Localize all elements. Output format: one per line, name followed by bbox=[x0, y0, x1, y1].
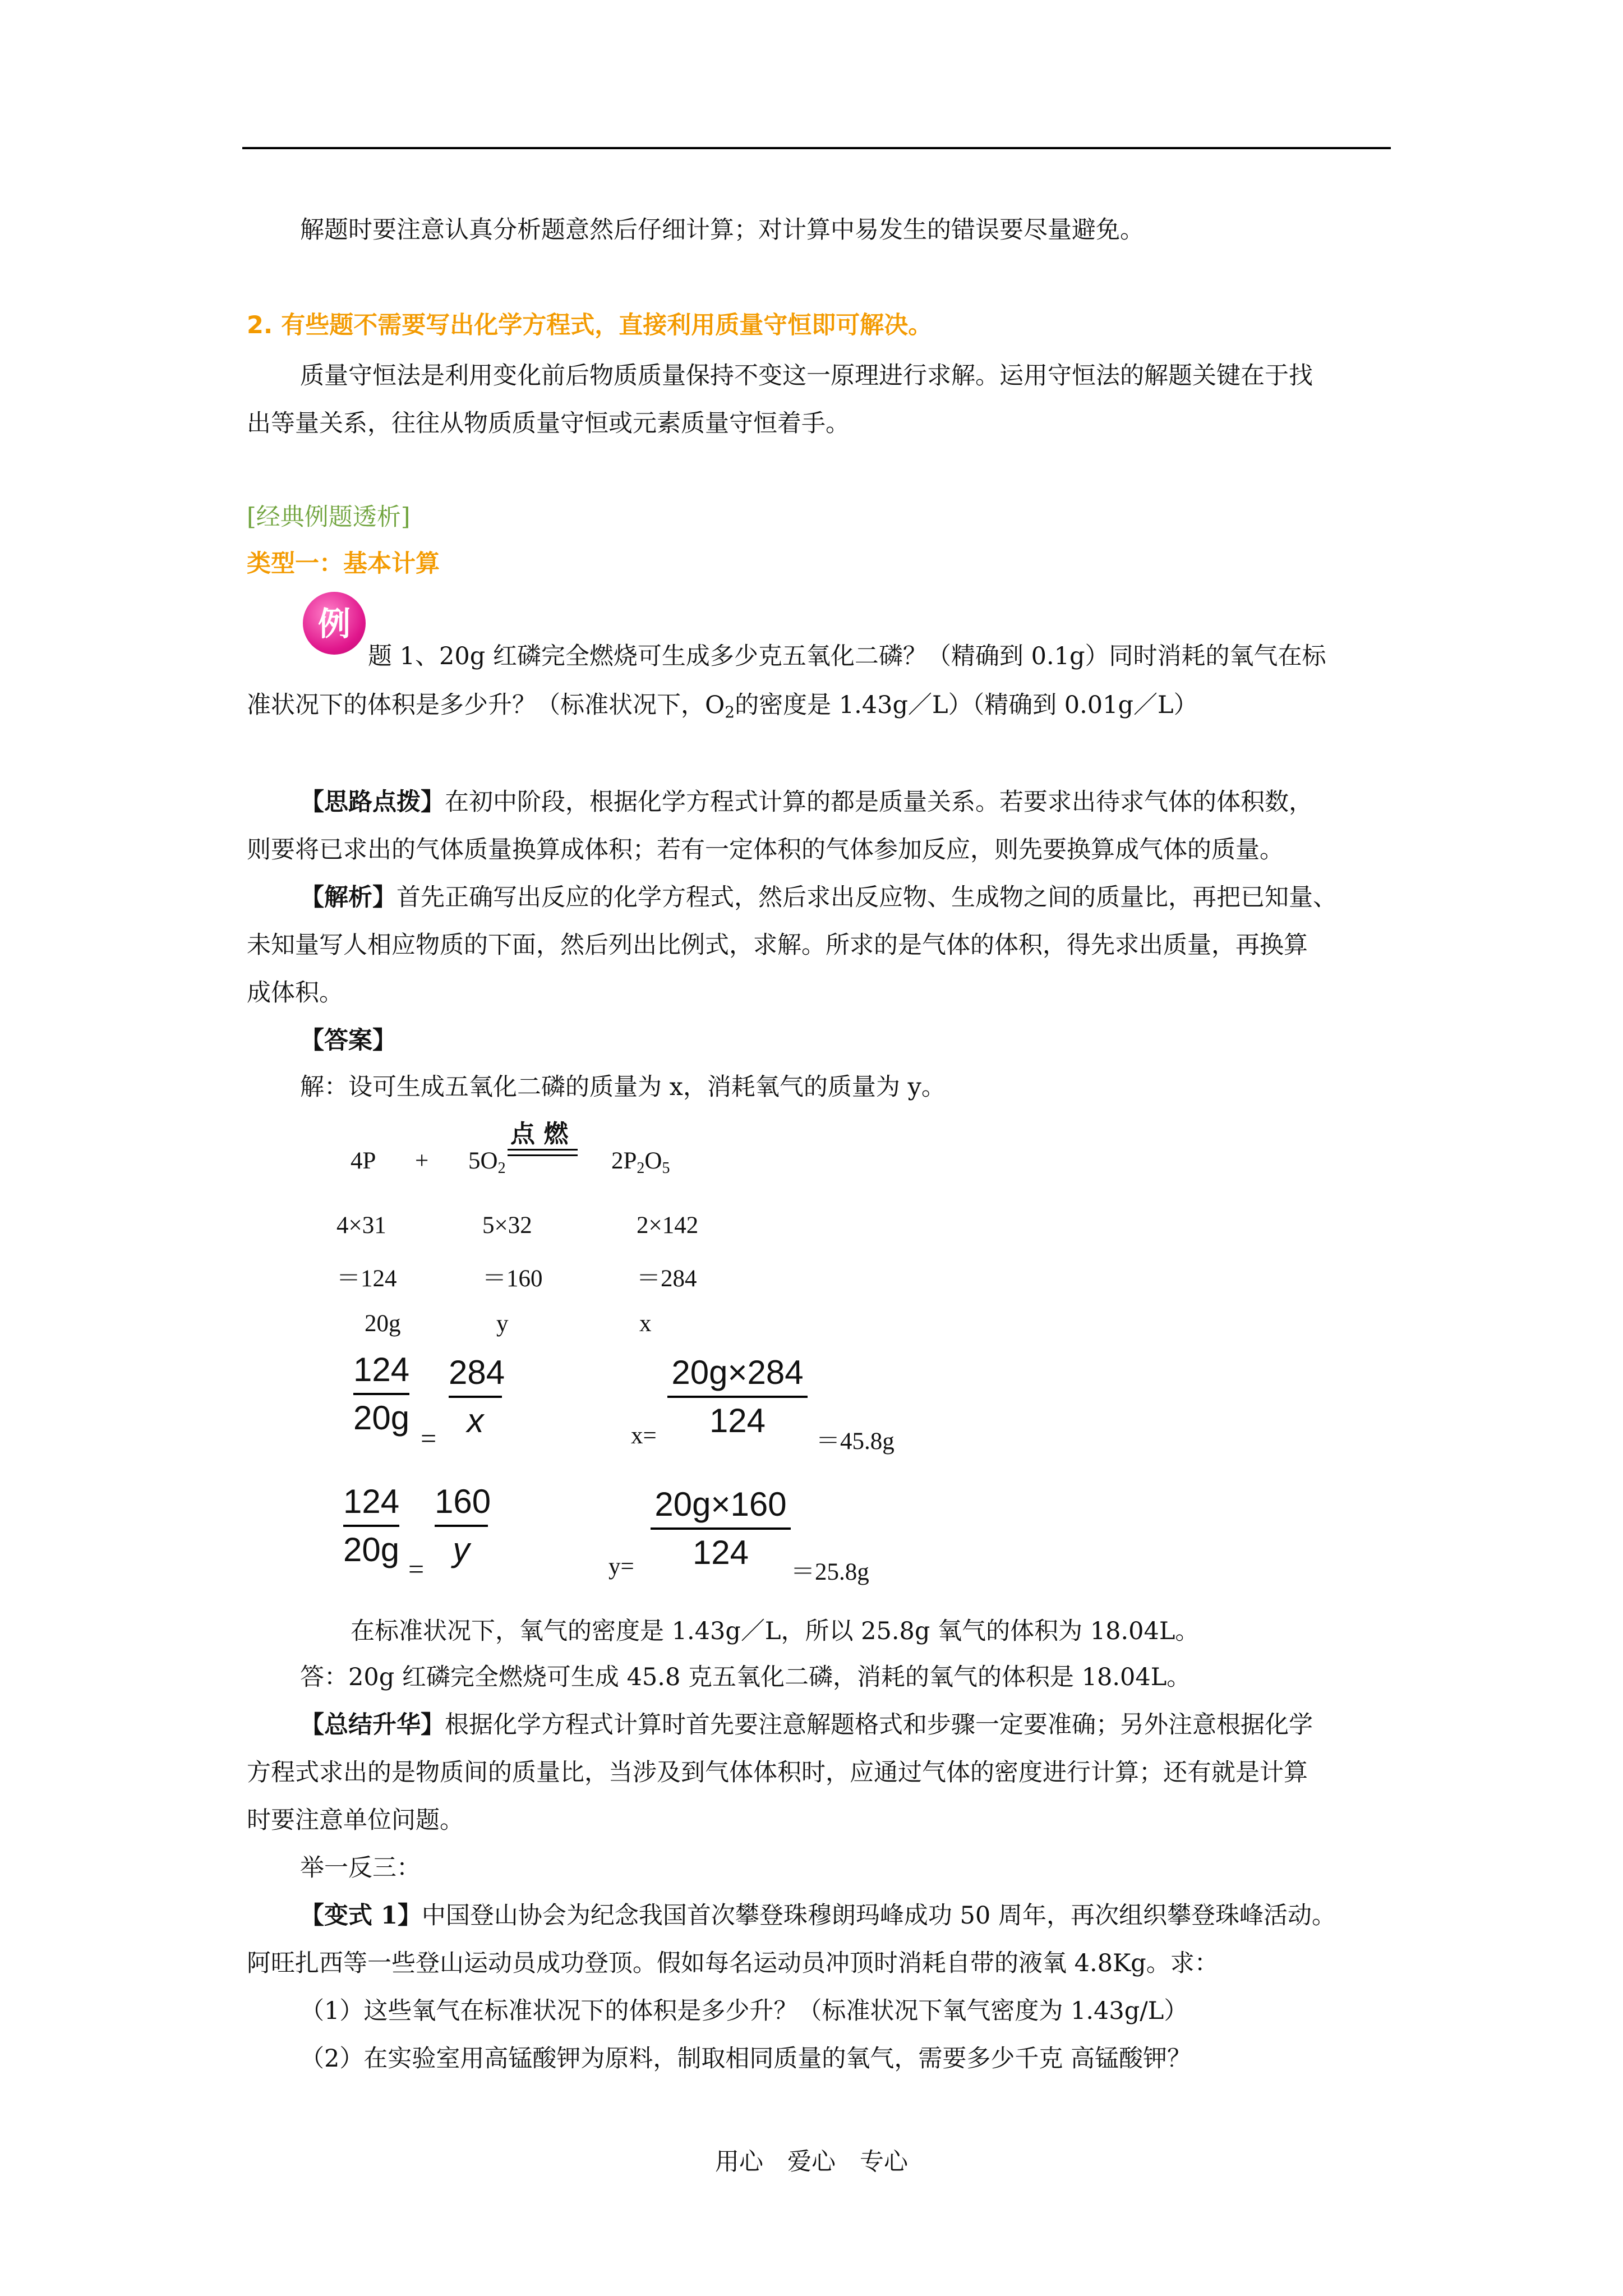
fraction-1-lead: x= bbox=[631, 1423, 657, 1449]
mass-row2-b: ＝160 bbox=[482, 1266, 543, 1292]
standard-density-line: 在标准状况下，氧气的密度是 1.43g／L，所以 25.8g 氧气的体积为 18.04L。 bbox=[351, 1617, 1200, 1645]
fraction-2-result-bar bbox=[651, 1527, 791, 1530]
eq-reactant-1: 4P bbox=[351, 1148, 376, 1174]
badge-char: 例 bbox=[317, 605, 351, 643]
summary-label: 【总结升华】 bbox=[300, 1711, 445, 1739]
fraction-2-result-frac bbox=[651, 1484, 791, 1573]
o2-subscript: 2 bbox=[725, 703, 735, 721]
fraction-1-right-den: x bbox=[467, 1402, 484, 1439]
page-footer: 用心 爱心 专心 bbox=[715, 2148, 908, 2176]
analysis-paragraph-c: 成体积。 bbox=[247, 979, 343, 1007]
summary-paragraph-a bbox=[300, 1703, 1313, 1747]
eq-condition: 点 燃 bbox=[510, 1120, 569, 1148]
variant-question-2: （2）在实验室用高锰酸钾为原料，制取相同质量的氧气，需要多少千克 高锰酸钾？ bbox=[300, 2045, 1192, 2073]
section-tag: [经典例题透析] bbox=[247, 503, 411, 531]
fraction-1-result-bar bbox=[667, 1396, 808, 1398]
fraction-2-right bbox=[435, 1481, 491, 1571]
fraction-1-left-bar bbox=[353, 1393, 409, 1395]
hint-paragraph-b: 则要将已求出的气体质量换算成体积；若有一定体积的气体参加反应，则先要换算成气体的质量。 bbox=[247, 836, 1284, 864]
eq-arrow-line-2 bbox=[508, 1154, 578, 1156]
variant-paragraph-a bbox=[300, 1893, 1336, 1938]
mass-row2-c: ＝284 bbox=[637, 1266, 697, 1292]
fraction-1-right-bar bbox=[449, 1396, 502, 1398]
eq-product-sub2: 5 bbox=[662, 1159, 670, 1177]
analysis-text-a: 首先正确写出反应的化学方程式，然后求出反应物、生成物之间的质量比，再把已知量、 bbox=[396, 884, 1337, 912]
fraction-2-right-num: 160 bbox=[435, 1483, 491, 1520]
fraction-2-left-den: 20g bbox=[343, 1531, 400, 1568]
mass-row1-c: 2×142 bbox=[637, 1212, 699, 1239]
fraction-1-result-den: 124 bbox=[709, 1402, 766, 1439]
header-rule bbox=[242, 147, 1391, 149]
example-badge-icon bbox=[303, 592, 366, 655]
eq-product-p: 2P bbox=[611, 1148, 637, 1174]
analysis-paragraph-b: 未知量写人相应物质的下面，然后列出比例式，求解。所求的是气体的体积，得先求出质量，再换算 bbox=[247, 931, 1308, 959]
variant-question-1: （1）这些氧气在标准状况下的体积是多少升？（标准状况下氧气密度为 1.43g/L） bbox=[300, 1997, 1188, 2025]
fraction-2-equals: = bbox=[408, 1553, 425, 1585]
eq-product-sub1: 2 bbox=[637, 1159, 645, 1177]
solve-line: 解：设可生成五氧化二磷的质量为 x，消耗氧气的质量为 y。 bbox=[300, 1073, 946, 1101]
type-heading: 类型一：基本计算 bbox=[247, 550, 440, 578]
fraction-1-left-den: 20g bbox=[353, 1399, 410, 1437]
summary-paragraph-c: 时要注意单位问题。 bbox=[247, 1806, 464, 1834]
variant-text-a: 中国登山协会为纪念我国首次攀登珠穆朗玛峰成功 50 周年，再次组织攀登珠峰活动。 bbox=[421, 1902, 1336, 1930]
paragraph-2b: 出等量关系，往往从物质质量守恒或元素质量守恒着手。 bbox=[247, 409, 850, 438]
fraction-2-left-bar bbox=[343, 1525, 399, 1527]
fraction-1-result-num: 20g×284 bbox=[671, 1354, 804, 1391]
hint-label: 【思路点拨】 bbox=[300, 788, 445, 816]
question-line-2-post: 的密度是 1.43g／L）（精确到 0.01g／L） bbox=[735, 691, 1198, 719]
eq-plus: + bbox=[415, 1148, 429, 1174]
fraction-2-right-den: y bbox=[453, 1531, 470, 1568]
fraction-1-right bbox=[449, 1352, 505, 1442]
analysis-paragraph-a bbox=[300, 875, 1337, 920]
eq-reactant-2 bbox=[468, 1147, 506, 1177]
eq-product-o: O bbox=[644, 1148, 662, 1174]
eq-arrow-line-1 bbox=[508, 1149, 578, 1151]
mass-row3-b: y bbox=[496, 1310, 509, 1337]
fraction-2-result: ＝25.8g bbox=[791, 1559, 869, 1585]
fraction-2-result-num: 20g×160 bbox=[654, 1485, 787, 1523]
practice-heading: 举一反三： bbox=[300, 1854, 421, 1882]
fraction-2-left-num: 124 bbox=[343, 1483, 400, 1520]
fraction-2-left bbox=[343, 1481, 399, 1571]
variant-label: 【变式 1】 bbox=[300, 1902, 422, 1930]
fraction-1-result: ＝45.8g bbox=[816, 1428, 895, 1455]
hint-paragraph-a bbox=[300, 780, 1313, 825]
fraction-2-result-den: 124 bbox=[692, 1534, 749, 1571]
eq-reactant-2-base: 5O bbox=[468, 1148, 498, 1174]
question-line-1: 题 1、20g 红磷完全燃烧可生成多少克五氧化二磷？（精确到 0.1g）同时消耗的氧气在标 bbox=[368, 642, 1326, 670]
hint-text-a: 在初中阶段，根据化学方程式计算的都是质量关系。若要求出待求气体的体积数， bbox=[445, 788, 1313, 816]
mass-row1-a: 4×31 bbox=[336, 1212, 386, 1239]
summary-paragraph-b: 方程式求出的是物质间的质量比，当涉及到气体体积时，应通过气体的密度进行计算；还有就是计算 bbox=[247, 1759, 1308, 1787]
variant-paragraph-b: 阿旺扎西等一些登山运动员成功登顶。假如每名运动员冲顶时消耗自带的液氧 4.8Kg。求： bbox=[247, 1949, 1219, 1977]
analysis-label: 【解析】 bbox=[300, 884, 396, 912]
paragraph-1: 解题时要注意认真分析题意然后仔细计算；对计算中易发生的错误要尽量避免。 bbox=[300, 216, 1144, 244]
eq-product bbox=[611, 1147, 670, 1177]
fraction-1-left bbox=[353, 1349, 409, 1439]
fraction-1-result-frac bbox=[667, 1352, 808, 1442]
answer-line: 答：20g 红磷完全燃烧可生成 45.8 克五氧化二磷，消耗的氧气的体积是 18.04L。 bbox=[300, 1663, 1191, 1691]
mass-row3-c: x bbox=[639, 1310, 652, 1337]
paragraph-2a: 质量守恒法是利用变化前后物质质量保持不变这一原理进行求解。运用守恒法的解题关键在于找 bbox=[300, 362, 1313, 390]
fraction-1-equals: = bbox=[421, 1423, 437, 1454]
fraction-2-right-bar bbox=[435, 1525, 488, 1527]
fraction-1-left-num: 124 bbox=[353, 1351, 410, 1388]
fraction-2-lead: y= bbox=[608, 1553, 634, 1580]
summary-text-a: 根据化学方程式计算时首先要注意解题格式和步骤一定要准确；另外注意根据化学 bbox=[445, 1711, 1313, 1739]
mass-row2-a: ＝124 bbox=[336, 1266, 397, 1292]
question-line-2-pre: 准状况下的体积是多少升？（标准状况下，O bbox=[247, 691, 725, 719]
heading-2: 2. 有些题不需要写出化学方程式，直接利用质量守恒即可解决。 bbox=[247, 311, 933, 339]
answer-label: 【答案】 bbox=[300, 1027, 396, 1055]
fraction-1-right-num: 284 bbox=[449, 1354, 505, 1391]
mass-row3-a: 20g bbox=[365, 1310, 401, 1337]
mass-row1-b: 5×32 bbox=[482, 1212, 532, 1239]
question-line-2 bbox=[247, 683, 1198, 735]
eq-reactant-2-sub: 2 bbox=[497, 1159, 506, 1177]
